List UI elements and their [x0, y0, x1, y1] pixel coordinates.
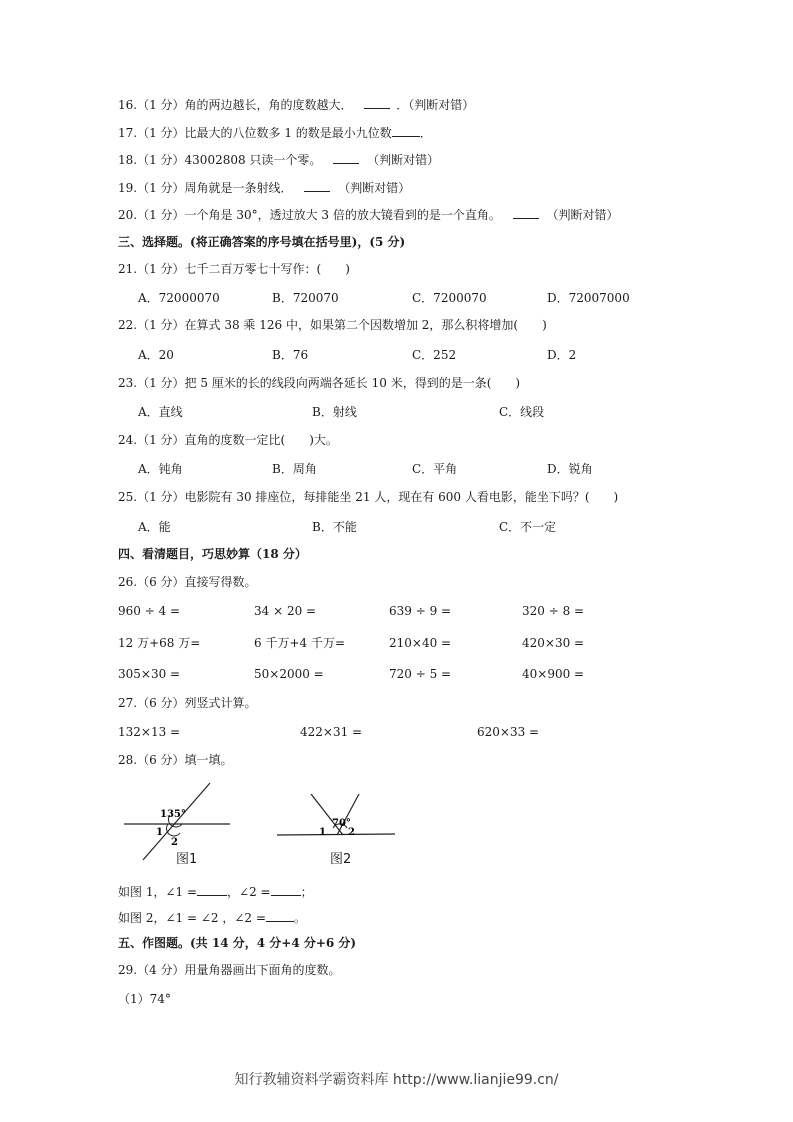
option-a[interactable]: A．直线 [138, 405, 183, 419]
calc-item: 720 ÷ 5 = [389, 667, 452, 681]
angle-label-70: 70° [332, 818, 351, 829]
answer-blank[interactable] [392, 124, 420, 137]
answer-blank[interactable] [197, 883, 227, 896]
option-a[interactable]: A．72000070 [138, 291, 220, 305]
question-22: 22.（1 分）在算式 38 乘 126 中，如果第二个因数增加 2，那么积将增加( ) [118, 318, 547, 332]
slanted-line [143, 783, 210, 860]
calc-item: 960 ÷ 4 = [118, 604, 181, 618]
question-28: 28.（6 分）填一填。 [118, 753, 233, 767]
section-5-heading: 五、作图题。(共 14 分，4 分+4 分+6 分) [118, 936, 357, 950]
calc-item: 420×30 = [522, 636, 585, 650]
figure-2-caption: 图2 [330, 852, 352, 867]
option-d[interactable]: D．72007000 [547, 291, 630, 305]
option-b[interactable]: B．射线 [312, 405, 357, 419]
q28-answer-line-1: 如图 1，∠1 = ，∠2 = ； [118, 885, 313, 899]
question-16: 16.（1 分）角的两边越长，角的度数越大． ．（判断对错） [118, 98, 475, 112]
calc-item: 210×40 = [389, 636, 452, 650]
option-c[interactable]: C．平角 [412, 462, 458, 476]
footer-watermark: 知行教辅资料学霸资料库 http://www.lianjie99.cn/ [234, 1072, 559, 1088]
angle-label-2: 2 [348, 827, 355, 838]
calc-item: 12 万+68 万= [118, 636, 201, 650]
section-4-heading: 四、看清题目，巧思妙算（18 分） [118, 547, 307, 561]
option-b[interactable]: B．不能 [312, 520, 357, 534]
section-3-heading: 三、选择题。(将正确答案的序号填在括号里)，(5 分) [118, 235, 406, 249]
calc-item: 620×33 = [477, 725, 540, 739]
option-c[interactable]: C．线段 [499, 405, 545, 419]
figure-1-caption: 图1 [176, 852, 198, 867]
question-23: 23.（1 分）把 5 厘米的长的线段向两端各延长 10 米，得到的是一条( ) [118, 376, 521, 390]
calc-item: 6 千万+4 千万= [254, 636, 346, 650]
base-line [277, 834, 395, 835]
calc-item: 132×13 = [118, 725, 181, 739]
calc-item: 320 ÷ 8 = [522, 604, 585, 618]
option-d[interactable]: D．锐角 [547, 462, 593, 476]
angle-label-1: 1 [156, 827, 163, 838]
answer-blank[interactable] [513, 206, 539, 219]
option-c[interactable]: C．不一定 [499, 520, 557, 534]
answer-blank[interactable] [364, 96, 390, 109]
question-25: 25.（1 分）电影院有 30 排座位，每排能坐 21 人，现在有 600 人看电影，能坐下吗？( ) [118, 490, 619, 504]
angle-label-2: 2 [171, 837, 178, 848]
option-c[interactable]: C．252 [412, 348, 457, 362]
angle-label-1: 1 [319, 827, 326, 838]
question-18: 18.（1 分）43002808 只读一个零。 （判断对错） [118, 153, 440, 167]
calc-item: 40×900 = [522, 667, 585, 681]
question-19: 19.（1 分）周角就是一条射线． （判断对错） [118, 181, 411, 195]
question-17: 17.（1 分）比最大的八位数多 1 的数是最小九位数 ． [118, 126, 432, 140]
question-27: 27.（6 分）列竖式计算。 [118, 696, 257, 710]
calc-item: 34 × 20 = [254, 604, 317, 618]
calc-item: 422×31 = [300, 725, 363, 739]
calc-item: 305×30 = [118, 667, 181, 681]
option-b[interactable]: B．周角 [272, 462, 317, 476]
question-29-sub-1: （1）74° [118, 992, 171, 1006]
calc-item: 50×2000 = [254, 667, 324, 681]
option-a[interactable]: A．能 [138, 520, 171, 534]
option-b[interactable]: B．720070 [272, 291, 339, 305]
calc-item: 639 ÷ 9 = [389, 604, 452, 618]
option-b[interactable]: B．76 [272, 348, 309, 362]
answer-blank[interactable] [271, 883, 301, 896]
question-29: 29.（4 分）用量角器画出下面角的度数。 [118, 963, 341, 977]
figure-2 [275, 790, 400, 845]
option-a[interactable]: A．钝角 [138, 462, 183, 476]
question-26: 26.（6 分）直接写得数。 [118, 575, 257, 589]
answer-blank[interactable] [304, 179, 330, 192]
answer-blank[interactable] [333, 151, 359, 164]
option-a[interactable]: A．20 [138, 348, 174, 362]
question-20: 20.（1 分）一个角是 30°，透过放大 3 倍的放大镜看到的是一个直角。 （判断对错） [118, 208, 619, 222]
option-d[interactable]: D．2 [547, 348, 577, 362]
q28-answer-line-2: 如图 2，∠1 = ∠2 ，∠2 = 。 [118, 911, 306, 925]
option-c[interactable]: C．7200070 [412, 291, 487, 305]
answer-blank[interactable] [266, 909, 294, 922]
angle-label-135: 135° [160, 809, 186, 820]
question-24: 24.（1 分）直角的度数一定比( )大。 [118, 433, 338, 447]
question-21: 21.（1 分）七千二百万零七十写作：( ) [118, 262, 350, 276]
